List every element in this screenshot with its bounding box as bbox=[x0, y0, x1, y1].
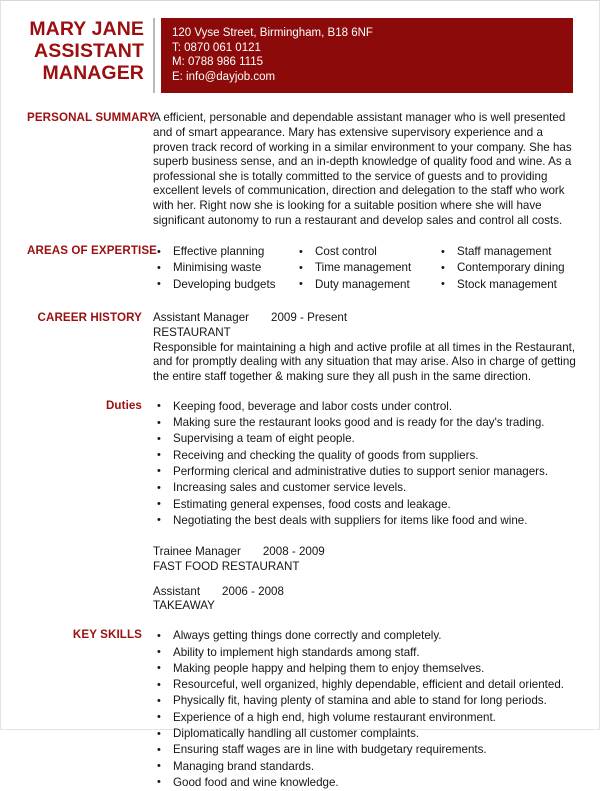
list-item: • Negotiating the best deals with suppliers for items like food and wine. bbox=[153, 513, 577, 529]
current-job-title-row bbox=[153, 311, 577, 326]
expertise-column-3 bbox=[437, 244, 577, 293]
key-skills-list bbox=[153, 628, 577, 791]
list-item: • Making people happy and helping them to enjoy themselves. bbox=[153, 661, 577, 677]
previous-job-1-employer: FAST FOOD RESTAURANT bbox=[153, 559, 300, 573]
list-item: • Managing brand standards. bbox=[153, 759, 577, 775]
section-previous-jobs bbox=[1, 545, 599, 614]
list-item: • Stock management bbox=[437, 277, 577, 293]
career-history-content bbox=[153, 311, 577, 385]
list-item: • Effective planning bbox=[153, 244, 295, 260]
contact-email: E: info@dayjob.com bbox=[172, 70, 276, 83]
previous-job-2 bbox=[153, 585, 577, 615]
section-label-personal-summary: PERSONAL SUMMARY bbox=[27, 111, 156, 125]
candidate-name-line-1: MARY JANE bbox=[29, 18, 144, 40]
list-item: • Resourceful, well organized, highly dependable, efficient and detail oriented. bbox=[153, 677, 577, 693]
list-item: • Good food and wine knowledge. bbox=[153, 775, 577, 791]
section-label-career-history: CAREER HISTORY bbox=[37, 311, 142, 325]
list-item: • Cost control bbox=[295, 244, 437, 260]
current-job-description: Responsible for maintaining a high and active profile at all times in the Restaurant, and for promptly dealing with any situation that may arise. Also in charge of getting the entire staff together & making sure they all push in the same direction. bbox=[153, 340, 576, 384]
list-item: • Receiving and checking the quality of goods from suppliers. bbox=[153, 448, 577, 464]
contact-telephone: T: 0870 061 0121 bbox=[172, 41, 261, 54]
section-label-key-skills: KEY SKILLS bbox=[72, 628, 142, 642]
list-item: • Always getting things done correctly and completely. bbox=[153, 628, 577, 644]
list-item: • Increasing sales and customer service levels. bbox=[153, 480, 577, 496]
list-item: • Duty management bbox=[295, 277, 437, 293]
expertise-list-1 bbox=[153, 244, 295, 293]
list-item: • Supervising a team of eight people. bbox=[153, 431, 577, 447]
section-duties bbox=[1, 399, 599, 529]
expertise-columns bbox=[153, 244, 577, 293]
previous-job-2-dates: 2006 - 2008 bbox=[222, 584, 284, 598]
key-skills-label-col bbox=[27, 628, 153, 642]
duties-list bbox=[153, 399, 577, 529]
contact-mobile: M: 0788 986 1115 bbox=[172, 56, 264, 69]
list-item: • Keeping food, beverage and labor costs under control. bbox=[153, 399, 577, 415]
candidate-name-block bbox=[27, 18, 153, 93]
career-history-label-col bbox=[27, 311, 153, 325]
current-job-title: Assistant Manager bbox=[153, 311, 250, 325]
header-divider bbox=[153, 18, 155, 93]
section-label-duties: Duties bbox=[105, 398, 142, 412]
areas-of-expertise-label-col bbox=[27, 244, 157, 258]
section-areas-of-expertise bbox=[1, 244, 599, 293]
contact-address: 120 Vyse Street, Birmingham, B18 6NF bbox=[172, 27, 373, 39]
candidate-name-line-2: ASSISTANT bbox=[34, 40, 144, 62]
candidate-name-line-3: MANAGER bbox=[42, 62, 144, 84]
list-item: • Experience of a high end, high volume restaurant environment. bbox=[153, 710, 577, 726]
previous-job-1-title-row bbox=[153, 545, 577, 560]
previous-job-2-title: Assistant bbox=[153, 584, 201, 598]
personal-summary-label-col bbox=[27, 111, 156, 125]
contact-banner bbox=[161, 18, 573, 93]
list-item: • Making sure the restaurant looks good and is ready for the day's trading. bbox=[153, 415, 577, 431]
expertise-list-2 bbox=[295, 244, 437, 293]
list-item: • Time management bbox=[295, 260, 437, 276]
resume-header bbox=[1, 1, 599, 93]
previous-job-1-title: Trainee Manager bbox=[153, 545, 241, 559]
previous-job-2-title-row bbox=[153, 585, 577, 600]
list-item: • Developing budgets bbox=[153, 277, 295, 293]
section-personal-summary bbox=[1, 111, 599, 228]
expertise-column-2 bbox=[295, 244, 437, 293]
list-item: • Performing clerical and administrative duties to support senior managers. bbox=[153, 464, 577, 480]
personal-summary-content bbox=[153, 111, 577, 228]
list-item: • Ability to implement high standards among staff. bbox=[153, 645, 577, 661]
list-item: • Ensuring staff wages are in line with budgetary requirements. bbox=[153, 742, 577, 758]
duties-content bbox=[153, 399, 577, 529]
current-job-employer: RESTAURANT bbox=[153, 325, 231, 339]
list-item: • Diplomatically handling all customer complaints. bbox=[153, 726, 577, 742]
previous-job-2-employer: TAKEAWAY bbox=[153, 599, 215, 613]
areas-of-expertise-content bbox=[153, 244, 577, 293]
expertise-column-1 bbox=[153, 244, 295, 293]
previous-job-1 bbox=[153, 545, 577, 575]
personal-summary-text: A efficient, personable and dependable assistant manager who is well presented and of smart appearance. Mary has extensive supervisory experience and a proven track record of working in a similar environment to your company. She has superb business sense, and an in-depth knowledge of quality food and wine. As a professional she is totally committed to the service of guests and to providing excellent levels of communication, direction and delegation to the staff who work with her. Right now she is looking for a suitable position where she will have significant autonomy to run a restaurant and develop sales and control all costs. bbox=[153, 111, 572, 227]
expertise-list-3 bbox=[437, 244, 577, 293]
list-item: • Staff management bbox=[437, 244, 577, 260]
section-label-areas-of-expertise: AREAS OF EXPERTISE bbox=[27, 244, 157, 258]
list-item: • Minimising waste bbox=[153, 260, 295, 276]
list-item: • Contemporary dining bbox=[437, 260, 577, 276]
section-key-skills bbox=[1, 628, 599, 791]
list-item: • Physically fit, having plenty of stamina and able to stand for long periods. bbox=[153, 693, 577, 709]
current-job-dates: 2009 - Present bbox=[271, 311, 348, 325]
list-item: • Estimating general expenses, food costs and leakage. bbox=[153, 497, 577, 513]
duties-label-col bbox=[27, 399, 153, 413]
key-skills-content bbox=[153, 628, 577, 791]
section-career-history bbox=[1, 311, 599, 385]
previous-jobs-content bbox=[153, 545, 577, 614]
previous-job-1-dates: 2008 - 2009 bbox=[262, 545, 325, 559]
